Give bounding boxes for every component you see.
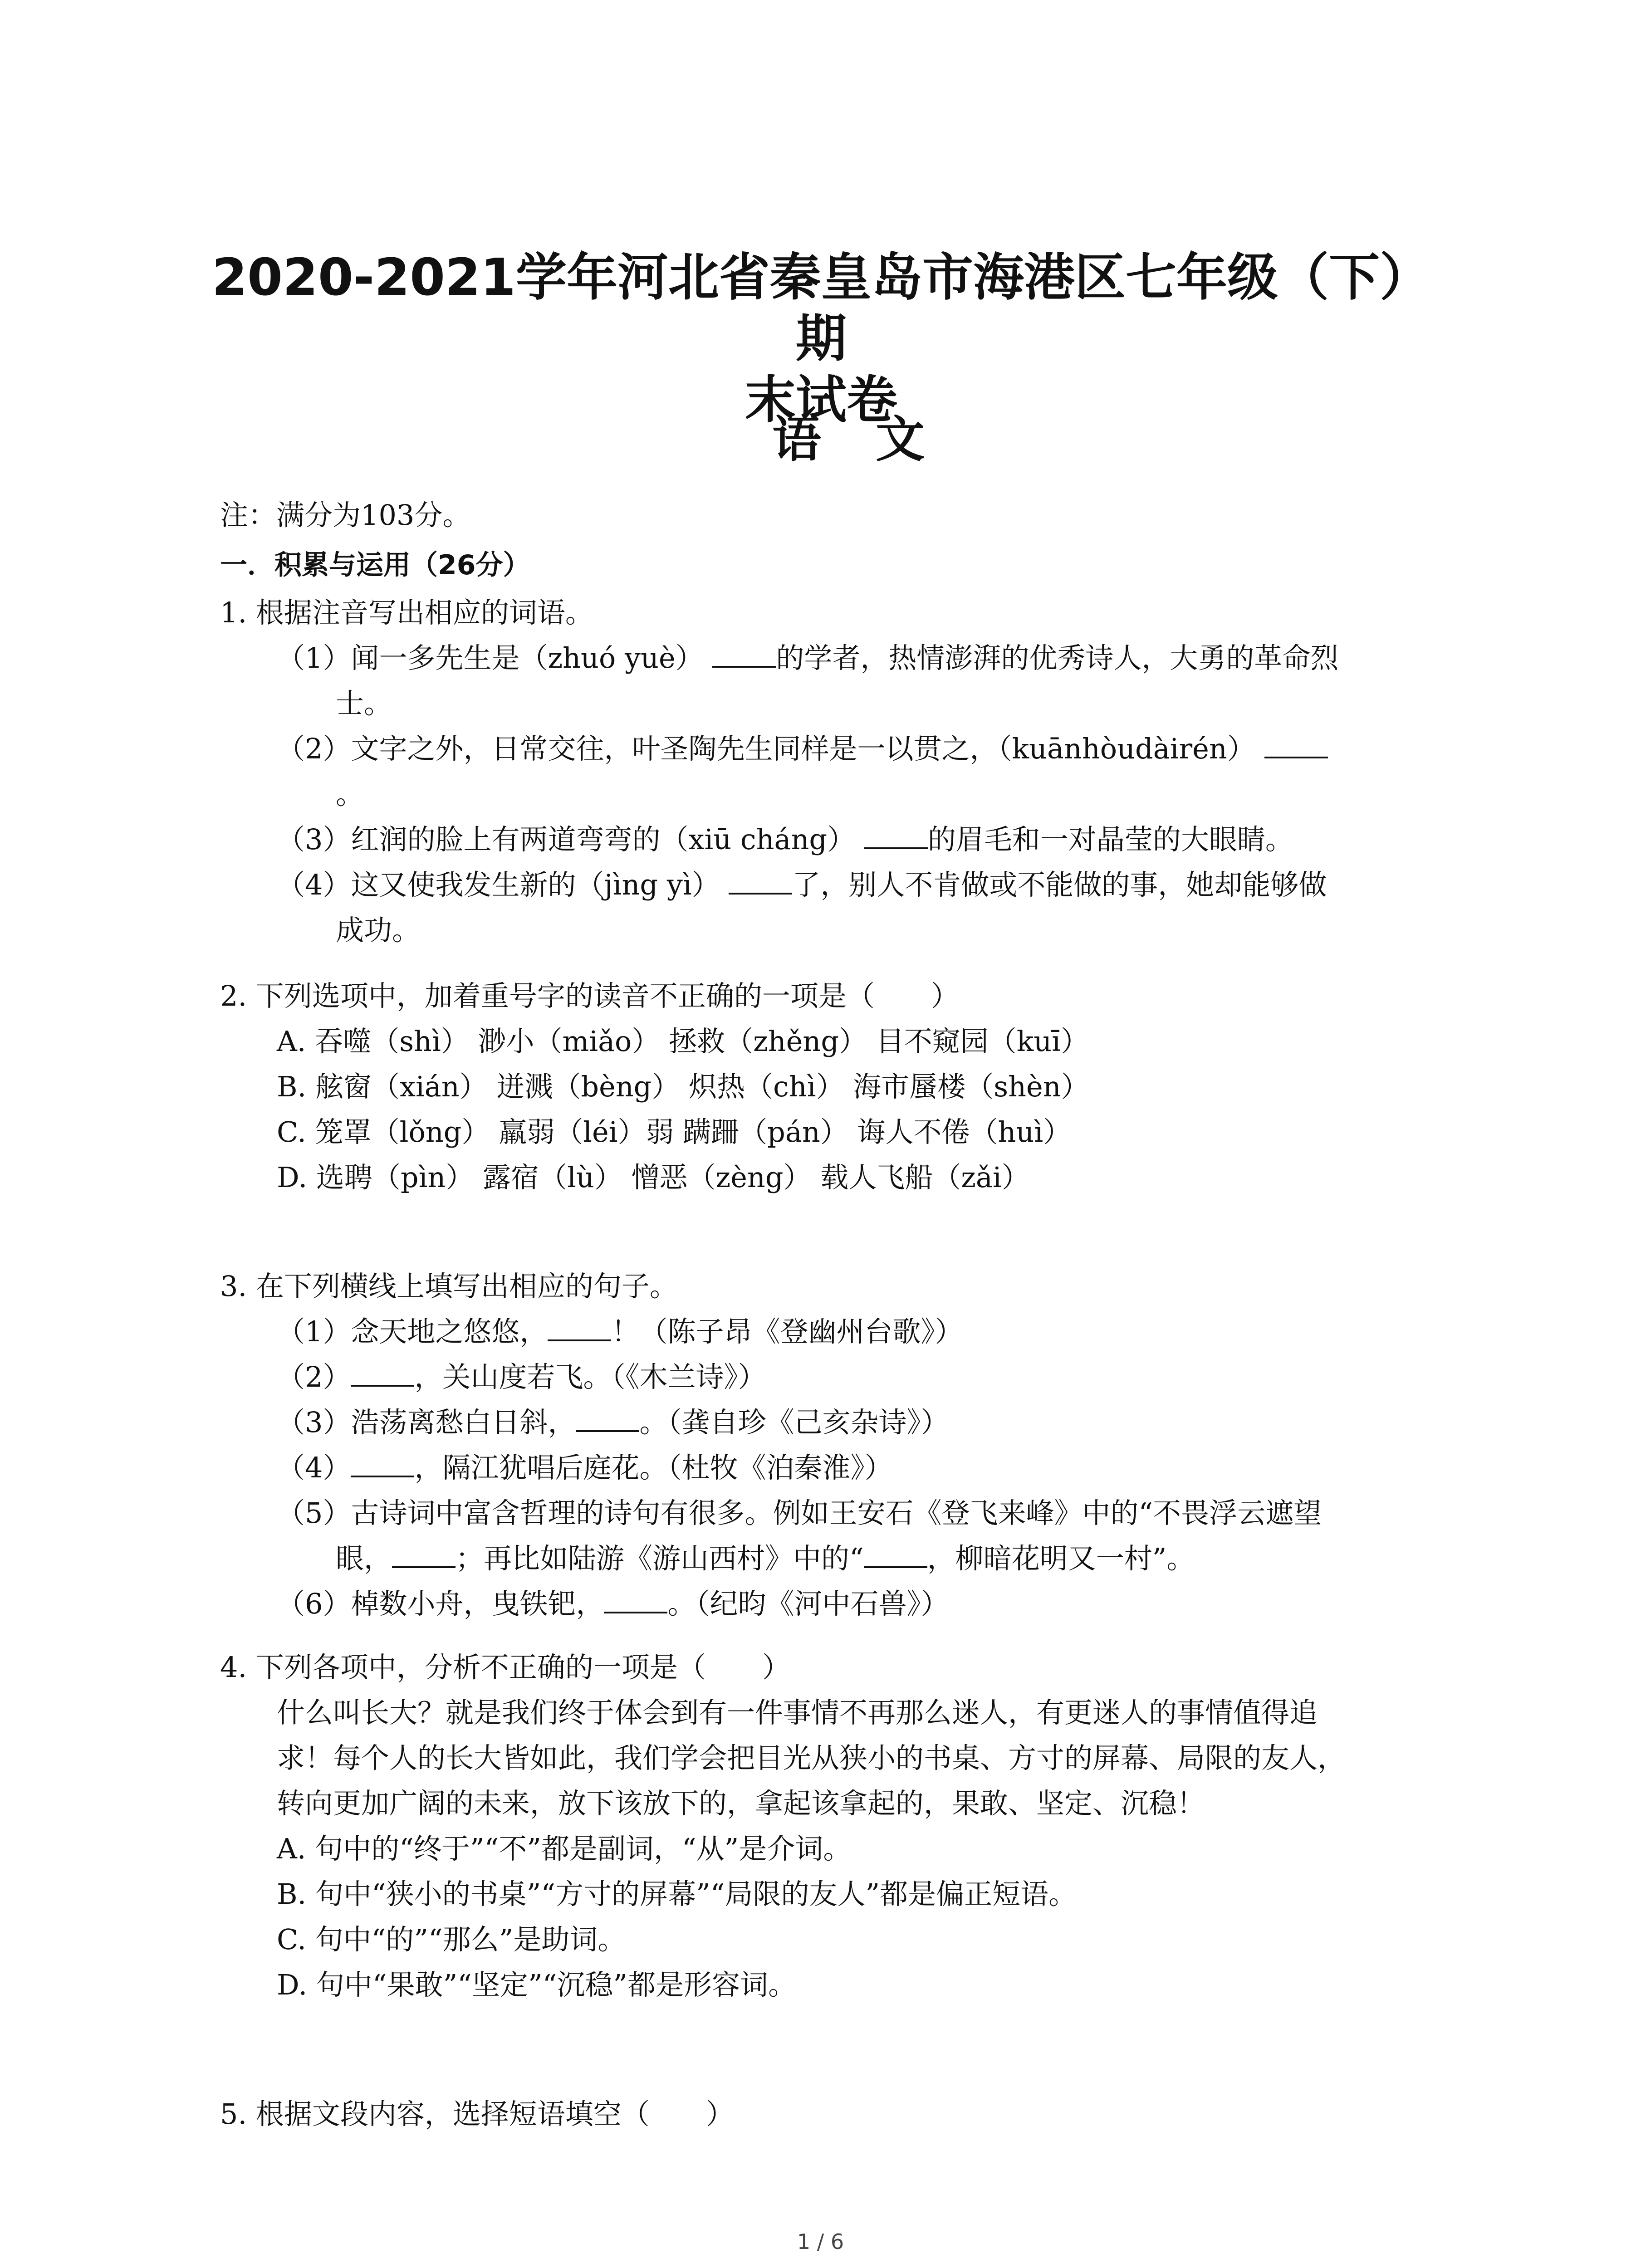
q1-item-2 [277, 726, 1529, 772]
q4-passage-line-1: 什么叫长大？就是我们终于体会到有一件事情不再那么迷人，有更迷人的事情值得追 [277, 1696, 1318, 1729]
q1-item-4-cont: 成功。 [336, 914, 421, 947]
subject-heading: 语文 [772, 411, 979, 468]
answer-blank[interactable] [729, 866, 792, 894]
q2-option-a[interactable]: A. 吞噬（shì） 渺小（miǎo） 拯救（zhěng） 目不窥园（kuī） [277, 1025, 1089, 1058]
q3-item-4 [277, 1445, 1529, 1491]
q3-item-1-text: （1）念天地之悠悠， [277, 1315, 548, 1348]
page-number: 1 / 6 [797, 2229, 844, 2254]
q3-item-5: （5）古诗词中富含哲理的诗句有很多。例如王安石《登飞来峰》中的“不畏浮云遮望 [277, 1496, 1322, 1530]
q4-passage-line-3: 转向更加广阔的未来，放下该放下的，拿起该拿起的，果敢、坚定、沉稳！ [277, 1787, 1205, 1820]
q3-item-5-text-c: ；再比如陆游《游山西村》中的“ [456, 1542, 864, 1575]
answer-blank[interactable] [351, 1359, 414, 1387]
q2-option-b[interactable]: B. 舷窗（xián） 迸溅（bèng） 炽热（chì） 海市蜃楼（shèn） [277, 1070, 1089, 1103]
answer-blank[interactable] [351, 1449, 414, 1477]
q4-stem: 4. 下列各项中，分析不正确的一项是（ ） [220, 1651, 790, 1684]
q2-option-d[interactable]: D. 选聘（pìn） 露宿（lù） 憎恶（zèng） 载人飞船（zǎi） [277, 1161, 1030, 1194]
q2-stem: 2. 下列选项中，加着重号字的读音不正确的一项是（ ） [220, 979, 959, 1012]
title-line-1: 2020-2021学年河北省秦皇岛市海港区七年级（下）期 [212, 248, 1430, 368]
section-1-heading: 一．积累与运用（26分） [220, 549, 530, 581]
answer-blank[interactable] [1264, 730, 1328, 758]
q1-item-4-text: （4）这又使我发生新的（jìng yì） [277, 868, 720, 901]
q3-item-2 [277, 1354, 1529, 1400]
q1-item-3-text: （3）红润的脸上有两道弯弯的（xiū cháng） [277, 823, 856, 856]
exam-title [200, 247, 1443, 431]
q1-item-3 [277, 816, 1529, 863]
q3-item-6-text: （6）棹数小舟，曳铁钯， [277, 1587, 604, 1620]
q3-item-5-text-d: ，柳暗花明又一村”。 [927, 1542, 1195, 1575]
q3-item-3-text-2: 。（龚自珍《己亥杂诗》） [639, 1406, 949, 1439]
q4-passage-line-2: 求！每个人的长大皆如此，我们学会把目光从狭小的书桌、方寸的屏幕、局限的友人， [277, 1741, 1346, 1774]
q4-option-a[interactable]: A. 句中的“终于”“不”都是副词，“从”是介词。 [277, 1832, 852, 1865]
q3-item-2-text-2: ，关山度若飞。（《木兰诗》） [414, 1360, 766, 1393]
answer-blank[interactable] [392, 1540, 456, 1568]
q5-stem: 5. 根据文段内容，选择短语填空（ ） [220, 2097, 734, 2131]
answer-blank[interactable] [864, 821, 928, 849]
answer-blank[interactable] [712, 640, 776, 668]
score-note: 注：满分为103分。 [220, 499, 471, 532]
q1-item-1-text-2: 的学者，热情澎湃的优秀诗人，大勇的革命烈 [776, 641, 1339, 675]
q1-stem: 1. 根据注音写出相应的词语。 [220, 596, 593, 629]
answer-blank[interactable] [604, 1585, 667, 1613]
title-line-2: 末试卷 [745, 371, 897, 430]
answer-blank[interactable] [864, 1540, 927, 1568]
q3-item-6-text-2: 。（纪昀《河中石兽》） [667, 1587, 949, 1620]
q3-item-4-text-2: ，隔江犹唱后庭花。（杜牧《泊秦淮》） [414, 1451, 893, 1484]
q4-option-d[interactable]: D. 句中“果敢”“坚定”“沉稳”都是形容词。 [277, 1968, 797, 2001]
q4-option-b[interactable]: B. 句中“狭小的书桌”“方寸的屏幕”“局限的友人”都是偏正短语。 [277, 1877, 1077, 1911]
q1-item-4 [277, 862, 1529, 908]
answer-blank[interactable] [548, 1313, 611, 1341]
q1-item-2-cont: 。 [336, 777, 364, 811]
q3-item-4-text: （4） [277, 1451, 351, 1484]
q1-item-1 [277, 635, 1529, 681]
q1-item-1-cont: 士。 [336, 687, 392, 720]
q3-item-3 [277, 1399, 1529, 1446]
q3-item-1 [277, 1309, 1529, 1355]
q1-item-4-text-2: 了，别人不肯做或不能做的事，她却能够做 [792, 868, 1327, 901]
q1-item-2-text: （2）文字之外，日常交往，叶圣陶先生同样是一以贯之，（kuānhòudàirén） [277, 732, 1255, 765]
q4-option-c[interactable]: C. 句中“的”“那么”是助词。 [277, 1923, 626, 1956]
q1-item-3-text-2: 的眉毛和一对晶莹的大眼睛。 [927, 823, 1293, 856]
q3-item-1-text-2: ！（陈子昂《登幽州台歌》） [611, 1315, 963, 1348]
q1-item-1-text: （1）闻一多先生是（zhuó yuè） [277, 641, 704, 675]
answer-blank[interactable] [576, 1404, 639, 1432]
q3-item-5-text-b: 眼， [336, 1542, 392, 1575]
q3-item-3-text: （3）浩荡离愁白日斜， [277, 1406, 576, 1439]
q2-option-c[interactable]: C. 笼罩（lǒng） 羸弱（léi）弱 蹒跚（pán） 诲人不倦（huì） [277, 1115, 1072, 1149]
q3-stem: 3. 在下列横线上填写出相应的句子。 [220, 1270, 678, 1303]
q3-item-2-text: （2） [277, 1360, 351, 1393]
q3-item-5-cont [336, 1535, 1588, 1582]
q3-item-6 [277, 1581, 1529, 1627]
